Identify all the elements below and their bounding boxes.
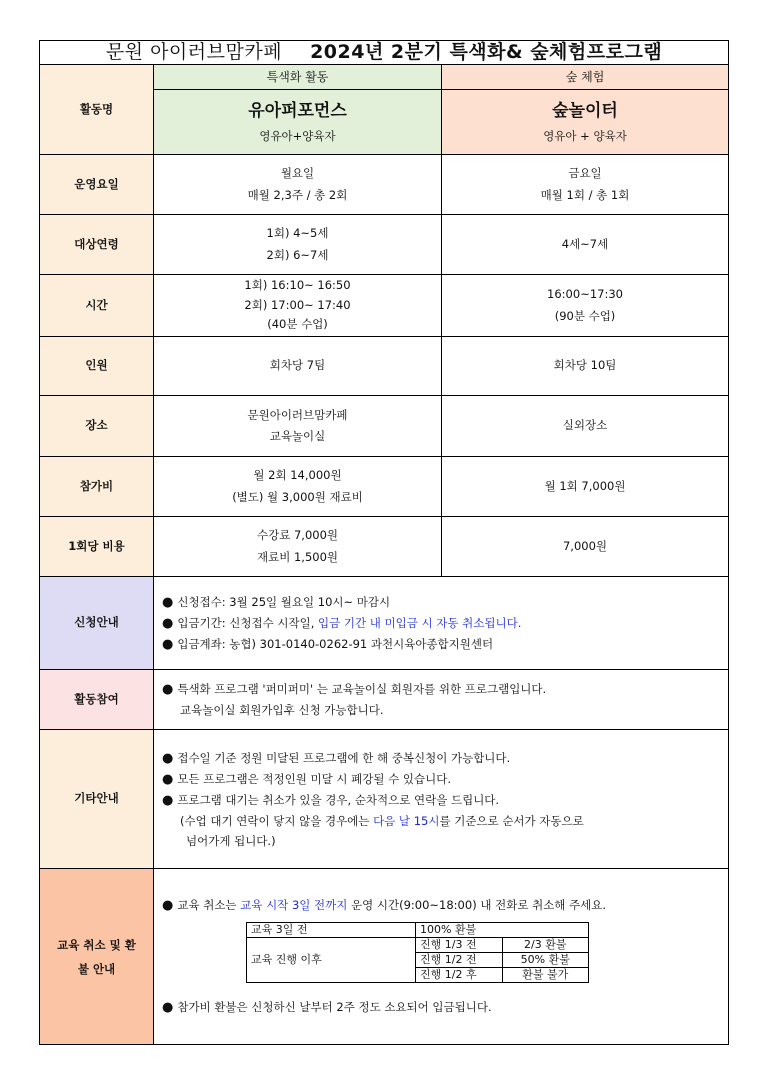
participation-info — [154, 670, 729, 730]
participation-line-1: ● 특색화 프로그램 '퍼미퍼미' 는 교육놀이실 회원자를 위한 프로그램입니다. — [162, 682, 547, 697]
people-forest: 회차당 10팀 — [442, 337, 729, 396]
fee-special-2: (별도) 월 3,000원 재료비 — [232, 489, 363, 504]
day-special-2: 매월 2,3주 / 총 2회 — [247, 187, 348, 202]
label-fee: 참가비 — [40, 457, 154, 517]
age-special-1: 1회) 4~5세 — [266, 226, 329, 241]
time-forest-1: 16:00~17:30 — [547, 287, 623, 302]
day-special — [154, 155, 442, 215]
per-cost-special-2: 재료비 1,500원 — [256, 549, 338, 564]
refund-info — [154, 869, 729, 1045]
age-special — [154, 215, 442, 275]
per-cost-special-1: 수강료 7,000원 — [256, 528, 338, 543]
program-forest-target: 영유아 + 양육자 — [543, 129, 627, 143]
time-special — [154, 275, 442, 337]
refund-intro: ● 교육 취소는 교육 시작 3일 전까지 운영 시간(9:00~18:00) 내 전화로 취소해 주세요. — [162, 898, 607, 913]
age-special-2: 2회) 6~7세 — [266, 247, 329, 262]
day-forest-1: 금요일 — [568, 166, 602, 181]
header-special: 특색화 활동 — [154, 65, 442, 90]
refund-value-1: 2/3 환불 — [502, 938, 589, 953]
label-refund: 교육 취소 및 환불 안내 — [40, 869, 154, 1045]
place-special-2: 교육놀이실 — [269, 429, 326, 443]
program-special — [154, 90, 442, 155]
etc-line-3: ● 프로그램 대기는 취소가 있을 경우, 순차적으로 연락을 드립니다. — [162, 792, 500, 808]
time-special-2: 2회) 17:00~ 17:40 — [244, 297, 351, 312]
per-cost-forest: 7,000원 — [442, 517, 729, 577]
label-participation: 활동참여 — [40, 670, 154, 730]
program-special-name: 유아퍼포먼스 — [248, 101, 347, 121]
fee-forest: 월 1회 7,000원 — [442, 457, 729, 517]
title-program: 2024년 2분기 특색화& 숲체험프로그램 — [310, 41, 663, 63]
label-time: 시간 — [40, 275, 154, 337]
label-per-cost: 1회당 비용 — [40, 517, 154, 577]
apply-line-3: ● 입금계좌: 농협) 301-0140-0262-91 과천시육아종합지원센터 — [162, 636, 494, 652]
program-forest — [442, 90, 729, 155]
participation-line-2: 교육놀이실 회원가입후 신청 가능합니다. — [180, 703, 384, 717]
per-cost-special — [154, 517, 442, 577]
title-org: 문원 아이러브맘카페 — [105, 41, 283, 63]
label-place: 장소 — [40, 396, 154, 457]
label-apply: 신청안내 — [40, 577, 154, 670]
etc-line-2: ● 모든 프로그램은 적정인원 미달 시 폐강될 수 있습니다. — [162, 771, 451, 787]
refund-before-label: 교육 3일 전 — [247, 923, 416, 938]
day-forest — [442, 155, 729, 215]
refund-value-3: 환불 불가 — [502, 968, 589, 983]
fee-special-1: 월 2회 14,000원 — [253, 468, 342, 483]
age-forest-1: 4세~7세 — [561, 236, 609, 251]
day-forest-2: 매월 1회 / 총 1회 — [540, 187, 630, 202]
time-forest — [442, 275, 729, 337]
header-forest: 숲 체험 — [442, 65, 729, 90]
refund-before-value: 100% 환불 — [416, 923, 589, 938]
refund-stage-2: 진행 1/2 전 — [416, 953, 503, 968]
refund-stage-1: 진행 1/3 전 — [416, 938, 503, 953]
etc-line-5: 넘어가게 됩니다.) — [186, 833, 276, 848]
apply-line-2: ● 입금기간: 신청접수 시작일, 입금 기간 내 미입금 시 자동 취소됩니다. — [162, 615, 522, 631]
page-title — [40, 41, 729, 65]
etc-info — [154, 730, 729, 869]
label-age: 대상연령 — [40, 215, 154, 275]
place-special-1: 문원아이러브맘카페 — [247, 407, 348, 422]
refund-stage-3: 진행 1/2 후 — [416, 968, 503, 983]
label-people: 인원 — [40, 337, 154, 396]
label-activity: 활동명 — [40, 65, 154, 155]
place-forest: 실외장소 — [442, 396, 729, 457]
label-day: 운영요일 — [40, 155, 154, 215]
refund-outro: ● 참가비 환불은 신청하신 날부터 2주 정도 소요되어 입금됩니다. — [162, 1000, 492, 1015]
time-special-1: 1회) 16:10~ 16:50 — [244, 278, 351, 293]
apply-info — [154, 577, 729, 670]
refund-after-label: 교육 진행 이후 — [247, 938, 416, 983]
place-special — [154, 396, 442, 457]
day-special-1: 월요일 — [280, 166, 315, 181]
time-special-3: (40분 수업) — [267, 317, 328, 332]
people-special: 회차당 7팀 — [154, 337, 442, 396]
label-etc: 기타안내 — [40, 730, 154, 869]
time-forest-2: (90분 수업) — [554, 308, 616, 323]
apply-line-1: ● 신청접수: 3월 25일 월요일 10시~ 마감시 — [162, 594, 391, 610]
age-forest — [442, 215, 729, 275]
program-special-target: 영유아+양육자 — [259, 129, 336, 143]
refund-table — [246, 922, 589, 983]
program-table — [39, 40, 729, 1045]
fee-special — [154, 457, 442, 517]
refund-value-2: 50% 환불 — [502, 953, 589, 968]
etc-line-1: ● 접수일 기준 정원 미달된 프로그램에 한 해 중복신청이 가능합니다. — [162, 750, 511, 766]
etc-line-4: (수업 대기 연락이 닿지 않을 경우에는 다음 날 15시를 기준으로 순서가 자동으로 — [180, 813, 584, 828]
program-forest-name: 숲놀이터 — [552, 101, 618, 121]
